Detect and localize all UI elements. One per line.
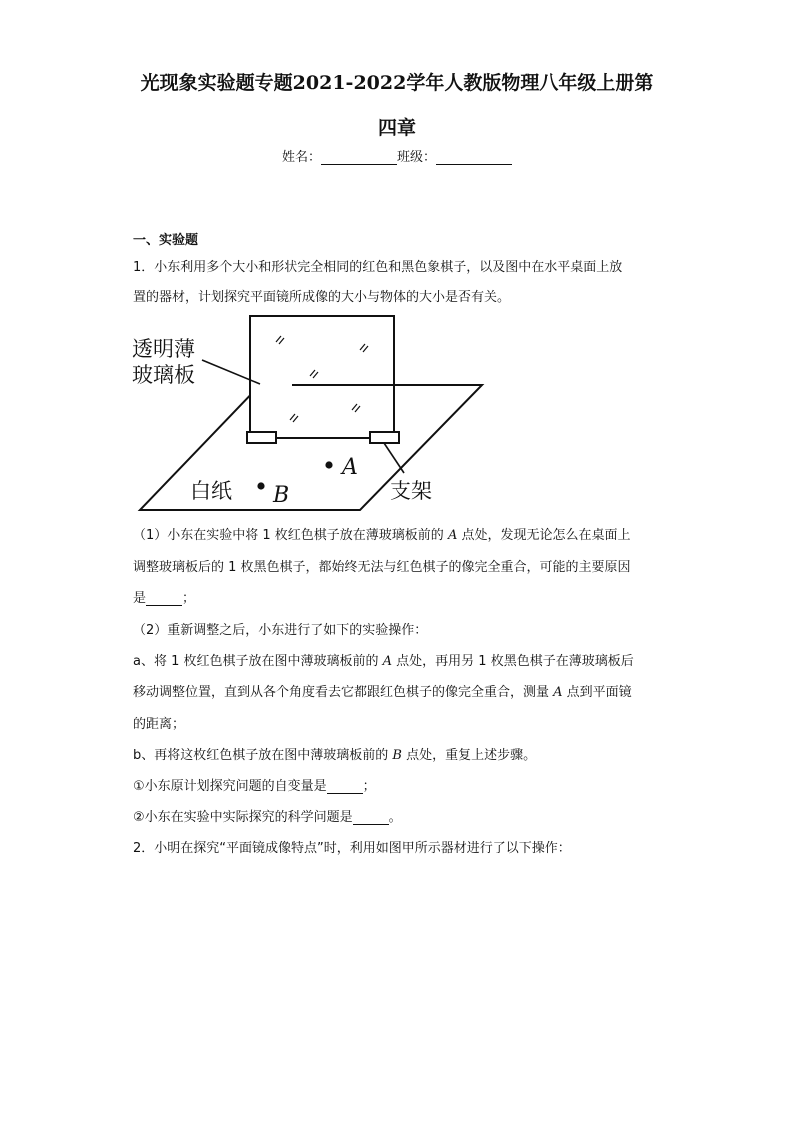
class-label: 班级：: [397, 150, 437, 165]
document-title-line-1: 光现象实验题专题2021-2022学年人教版物理八年级上册第: [140, 72, 654, 94]
step-b-line-1: b、再将这枚红色棋子放在图中薄玻璃板前的 B 点处，重复上述步骤。: [133, 748, 537, 763]
glass-plate-shape: [250, 316, 394, 438]
sub-question-1: ①小东原计划探究问题的自变量是 ；: [133, 779, 376, 794]
stand-right-shape: [370, 432, 399, 443]
glass-label-line-2: 玻璃板: [132, 363, 195, 387]
student-info: [0, 146, 794, 165]
q1-stem-line-1: 1．小东利用多个大小和形状完全相同的红色和黑色象棋子，以及图中在水平桌面上放: [133, 260, 623, 275]
mirror-experiment-figure: [130, 308, 490, 518]
sub-question-2: ②小东在实验中实际探究的科学问题是 。: [133, 810, 402, 825]
step-a-line-3: 的距离；: [133, 717, 186, 732]
step-a-line-1: a、将 1 枚红色棋子放在图中薄玻璃板前的 A 点处，再用另 1 枚黑色棋子在薄玻璃板后: [133, 654, 634, 669]
glass-label-line-1: 透明薄: [132, 337, 195, 361]
point-a-dot: [325, 461, 332, 468]
point-b-dot: [257, 482, 264, 489]
answer-blank-1[interactable]: [146, 591, 182, 606]
document-title-line-2: 四章: [377, 117, 416, 139]
white-paper-label: 白纸: [190, 479, 232, 503]
point-b-label: B: [273, 483, 290, 508]
class-blank[interactable]: [436, 150, 512, 165]
q1-part1-line-3: 是 ；: [133, 591, 196, 606]
q1-part1-line-2: 调整玻璃板后的 1 枚黑色棋子，都始终无法与红色棋子的像完全重合，可能的主要原因: [133, 560, 631, 575]
q2-stem-line-1: 2．小明在探究“平面镜成像特点”时，利用如图甲所示器材进行了以下操作：: [133, 841, 571, 856]
point-a-label: A: [342, 455, 358, 480]
step-a-line-2: 移动调整位置，直到从各个角度看去它都跟红色棋子的像完全重合，测量 A 点到平面镜: [133, 685, 632, 700]
stand-label: 支架: [390, 479, 432, 503]
answer-blank-2[interactable]: [327, 779, 363, 794]
name-blank[interactable]: [321, 150, 397, 165]
section-title: 一、实验题: [133, 233, 199, 248]
q1-part2-line-1: （2）重新调整之后，小东进行了如下的实验操作：: [133, 623, 428, 638]
q1-stem-line-2: 置的器材，计划探究平面镜所成像的大小与物体的大小是否有关。: [133, 290, 511, 305]
stand-left-shape: [247, 432, 276, 443]
name-label: 姓名：: [281, 150, 321, 165]
q1-part1-line-1: （1）小东在实验中将 1 枚红色棋子放在薄玻璃板前的 A 点处，发现无论怎么在桌面上: [133, 528, 631, 543]
answer-blank-3[interactable]: [353, 810, 389, 825]
